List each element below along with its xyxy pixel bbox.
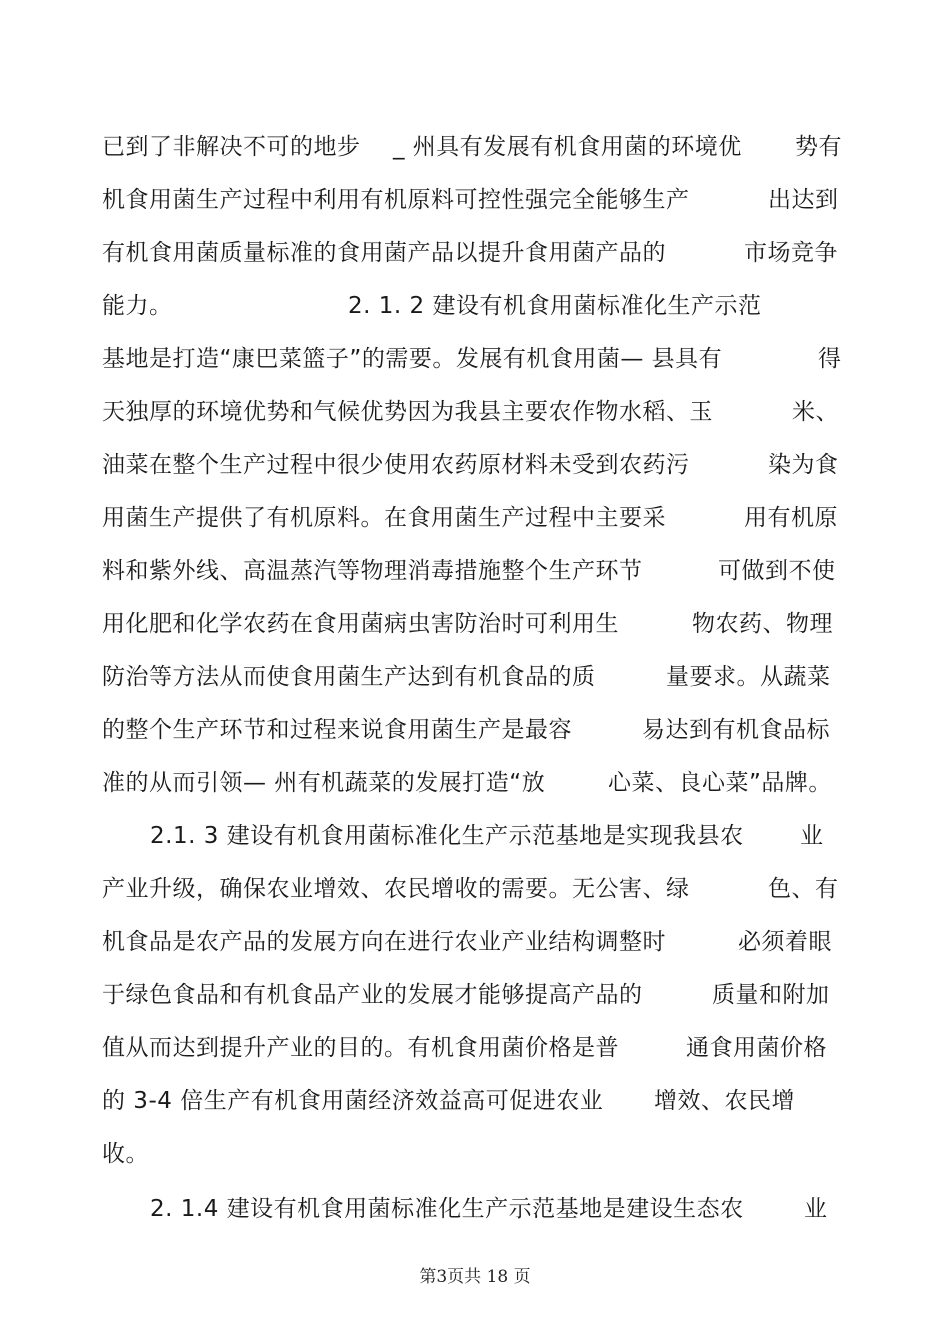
text-segment: 可做到不使 bbox=[718, 558, 836, 584]
text-segment: 染为食 bbox=[768, 452, 839, 478]
text-segment: 用菌生产提供了有机原料。在食用菌生产过程中主要采 bbox=[102, 505, 666, 531]
text-segment: 基地是打造“康巴菜篮子”的需要。发展有机食用菌— 县具有 bbox=[102, 346, 723, 372]
text-segment: 业 bbox=[800, 823, 824, 849]
text-segment: 已到了非解决不可的地步 bbox=[102, 134, 361, 160]
text-segment: 产业升级，确保农业增效、农民增收的需要。无公害、绿 bbox=[102, 876, 690, 902]
text-segment: 准的从而引领— 州有机蔬菜的发展打造“放 bbox=[102, 770, 546, 796]
text-segment: 色、有 bbox=[768, 876, 839, 902]
text-segment: 业 bbox=[804, 1196, 828, 1222]
text-segment: 得 bbox=[818, 346, 842, 372]
text-segment: 出达到 bbox=[768, 187, 839, 213]
text-segment: 防治等方法从而使食用菌生产达到有机食品的质 bbox=[102, 664, 596, 690]
text-segment: 通食用菌价格 bbox=[686, 1035, 827, 1061]
text-segment: 收。 bbox=[102, 1141, 149, 1167]
text-segment: _ 州具有发展有机食用菌的环境优 bbox=[393, 134, 742, 160]
page-number-footer: 第3页共 18 页 bbox=[419, 1267, 531, 1287]
text-segment: 天独厚的环境优势和气候优势因为我县主要农作物水稻、玉 bbox=[102, 399, 713, 425]
section-heading: 2. 1. 2 建设有机食用菌标准化生产示范 bbox=[348, 293, 762, 319]
text-segment: 料和紫外线、高温蒸汽等物理消毒措施整个生产环节 bbox=[102, 558, 643, 584]
text-segment: 机食用菌生产过程中利用有机原料可控性强完全能够生产 bbox=[102, 187, 690, 213]
text-segment: 能力。 bbox=[102, 293, 173, 319]
section-heading: 2. 1.4 建设有机食用菌标准化生产示范基地是建设生态农 bbox=[150, 1196, 744, 1222]
text-segment: 心菜、良心菜”品牌。 bbox=[608, 770, 832, 796]
text-segment: 质量和附加 bbox=[712, 982, 830, 1008]
text-segment: 有机食用菌质量标准的食用菌产品以提升食用菌产品的 bbox=[102, 240, 666, 266]
text-segment: 值从而达到提升产业的目的。有机食用菌价格是普 bbox=[102, 1035, 619, 1061]
text-segment: 米、 bbox=[792, 399, 839, 425]
text-segment: 物农药、物理 bbox=[692, 611, 833, 637]
text-segment: 的 3-4 倍生产有机食用菌经济效益高可促进农业 bbox=[102, 1088, 604, 1114]
text-segment: 用有机原 bbox=[744, 505, 838, 531]
text-segment: 增效、农民增 bbox=[654, 1088, 795, 1114]
text-segment: 的整个生产环节和过程来说食用菌生产是最容 bbox=[102, 717, 572, 743]
text-segment: 油菜在整个生产过程中很少使用农药原材料未受到农药污 bbox=[102, 452, 690, 478]
text-segment: 市场竞争 bbox=[744, 240, 838, 266]
text-segment: 量要求。从蔬菜 bbox=[666, 664, 831, 690]
text-segment: 用化肥和化学农药在食用菌病虫害防治时可利用生 bbox=[102, 611, 619, 637]
text-segment: 易达到有机食品标 bbox=[642, 717, 830, 743]
section-heading: 2.1. 3 建设有机食用菌标准化生产示范基地是实现我县农 bbox=[150, 823, 744, 849]
text-segment: 机食品是农产品的发展方向在进行农业产业结构调整时 bbox=[102, 929, 666, 955]
text-segment: 必须着眼 bbox=[738, 929, 832, 955]
text-segment: 于绿色食品和有机食品产业的发展才能够提高产品的 bbox=[102, 982, 643, 1008]
text-segment: 势有 bbox=[795, 134, 842, 160]
